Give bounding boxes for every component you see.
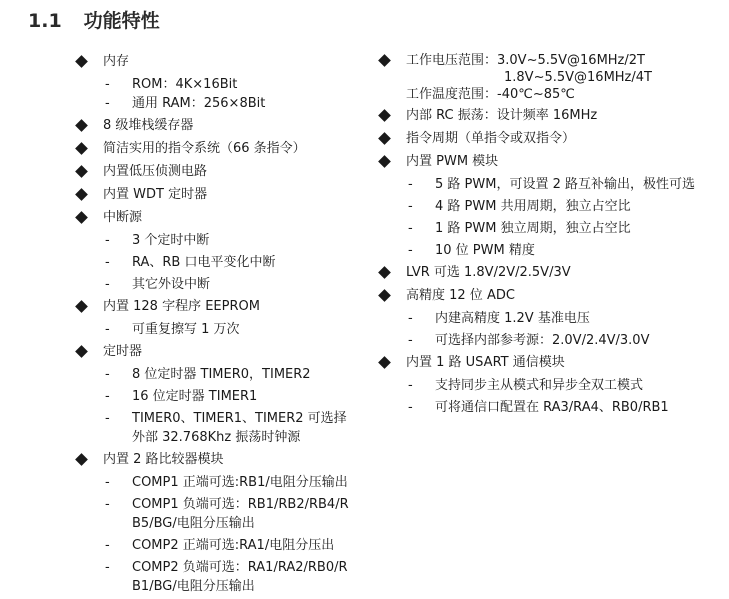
- sub-item: - 其它外设中断: [105, 277, 211, 292]
- sub-item: - 通用 RAM：256×8Bit: [105, 96, 266, 111]
- sub-item: - COMP1 负端可选：RB1/RB2/RB4/R B5/BG/电阻分压输出: [105, 497, 349, 531]
- diamond-bullet-icon: [378, 356, 391, 369]
- diamond-bullet-icon: [75, 165, 88, 178]
- diamond-bullet-icon: [75, 211, 88, 224]
- bullet-item: 8 级堆栈缓存器: [76, 116, 376, 136]
- bullet-item: 内存: [76, 52, 376, 72]
- bullet-item: 内置 PWM 模块: [379, 152, 724, 172]
- diamond-bullet-icon: [75, 345, 88, 358]
- bullet-item: 定时器: [76, 342, 376, 362]
- sub-item: - 3 个定时中断: [105, 233, 210, 248]
- diamond-bullet-icon: [378, 155, 391, 168]
- bullet-item: 中断源: [76, 208, 376, 228]
- section-heading: [28, 6, 160, 33]
- bullet-item: 内置 128 字程序 EEPROM: [76, 297, 376, 317]
- sub-item: - 可重复擦写 1 万次: [105, 322, 240, 337]
- sub-item: - 内建高精度 1.2V 基准电压: [408, 311, 590, 326]
- sub-item: - 可将通信口配置在 RA3/RA4、RB0/RB1: [408, 400, 669, 415]
- section-number: 1.1: [28, 10, 62, 32]
- diamond-bullet-icon: [75, 55, 88, 68]
- bullet-item: 内置 1 路 USART 通信模块: [379, 353, 724, 373]
- diamond-bullet-icon: [378, 54, 391, 67]
- bullet-item: 指令周期（单指令或双指令）: [379, 129, 724, 149]
- sub-item: - COMP1 正端可选:RB1/电阻分压输出: [105, 475, 348, 490]
- bullet-item: 简洁实用的指令系统（66 条指令）: [76, 139, 376, 159]
- sub-item: - TIMER0、TIMER1、TIMER2 可选择 外部 32.768Khz 振荡时钟源: [105, 411, 347, 445]
- sub-item: - 10 位 PWM 精度: [408, 243, 535, 258]
- bullet-item: LVR 可选 1.8V/2V/2.5V/3V: [379, 263, 724, 283]
- diamond-bullet-icon: [378, 266, 391, 279]
- feature-list-right: [379, 49, 724, 417]
- sub-item: - RA、RB 口电平变化中断: [105, 255, 276, 270]
- diamond-bullet-icon: [378, 289, 391, 302]
- feature-list-left: [76, 49, 376, 596]
- sub-item: - 16 位定时器 TIMER1: [105, 389, 258, 404]
- diamond-bullet-icon: [75, 300, 88, 313]
- diamond-bullet-icon: [75, 188, 88, 201]
- sub-item: - 可选择内部参考源：2.0V/2.4V/3.0V: [408, 333, 650, 348]
- sub-item: - 5 路 PWM，可设置 2 路互补输出，极性可选: [408, 177, 695, 192]
- sub-item: - 支持同步主从模式和异步全双工模式: [408, 378, 644, 393]
- diamond-bullet-icon: [75, 453, 88, 466]
- diamond-bullet-icon: [378, 132, 391, 145]
- diamond-bullet-icon: [75, 119, 88, 132]
- sub-item: - COMP2 正端可选:RA1/电阻分压出: [105, 538, 335, 553]
- diamond-bullet-icon: [378, 109, 391, 122]
- bullet-item: 工作电压范围：3.0V~5.5V@16MHz/2T 1.8V~5.5V@16MHz/4T 工作温度范围：-40℃~85℃: [379, 52, 724, 103]
- sub-item: - ROM：4K×16Bit: [105, 77, 238, 92]
- section-title: 功能特性: [83, 10, 160, 32]
- bullet-item: 高精度 12 位 ADC: [379, 286, 724, 306]
- bullet-item: 内部 RC 振荡：设计频率 16MHz: [379, 106, 724, 126]
- bullet-item: 内置低压侦测电路: [76, 162, 376, 182]
- bullet-item: 内置 WDT 定时器: [76, 185, 376, 205]
- sub-item: - COMP2 负端可选：RA1/RA2/RB0/R B1/BG/电阻分压输出: [105, 560, 348, 594]
- sub-item: - 4 路 PWM 共用周期，独立占空比: [408, 199, 631, 214]
- bullet-item: 内置 2 路比较器模块: [76, 450, 376, 470]
- sub-item: - 1 路 PWM 独立周期，独立占空比: [408, 221, 631, 236]
- diamond-bullet-icon: [75, 142, 88, 155]
- sub-item: - 8 位定时器 TIMER0，TIMER2: [105, 367, 311, 382]
